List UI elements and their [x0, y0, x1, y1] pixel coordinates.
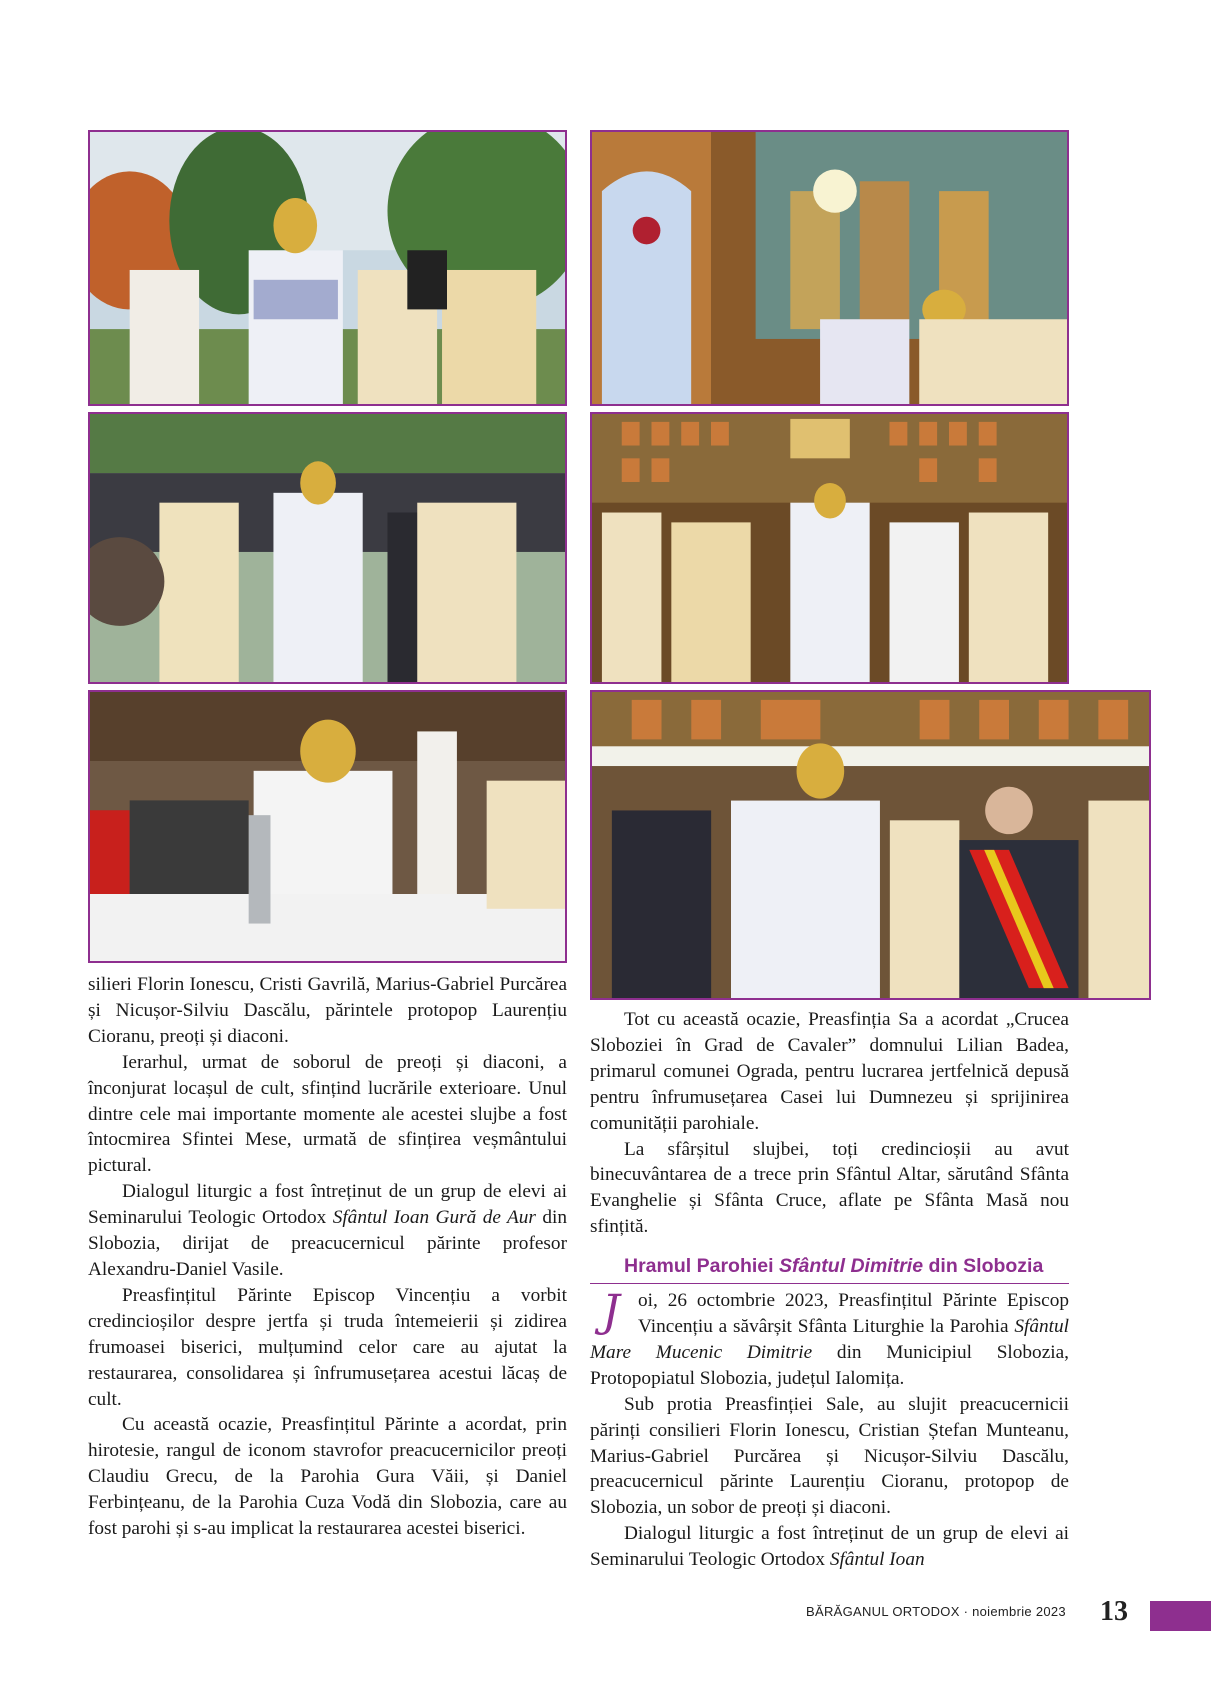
page-tab-marker [1150, 1601, 1211, 1631]
photo-outdoor-procession [88, 130, 567, 406]
paragraph: Dialogul liturgic a fost întreținut de un grup de elevi ai Seminarului Teologic Ortodox Sfântul Ioan [590, 1523, 1069, 1571]
paragraph: La sfârșitul slujbei, toți credincioșii au avut binecuvântarea de a trece prin Sfântul Altar, sărutând Sfânta Evanghelie și Sfânta Cruce, aflate pe Sfânta Masă nou sfințită. [590, 1138, 1069, 1238]
magazine-footer: BĂRĂGANUL ORTODOX · noiembrie 2023 [806, 1604, 1066, 1619]
paragraph: Sub protia Preasfinției Sale, au slujit preacucernicii părinți consilieri Florin Ionescu, Cristian Ștefan Munteanu, Marius-Gabriel Purcărea și Nicușor-Silviu Dascălu, preacucernicul părinte Laurențiu Cioranu, protopop de Slobozia, un sobor de preoți și diaconi. [590, 1393, 1069, 1519]
paragraph: Tot cu această ocazie, Preasfinția Sa a acordat „Crucea Sloboziei în Grad de Cavaler” domnului Lilian Badea, primarul comunei Ograda, pentru lucrarea jertfelnică depusă pentru înfrumusețarea Casei lui Dumnezeu și sprijinirea comunității parohiale. [590, 1009, 1069, 1134]
photo-church-interior-painting [590, 130, 1069, 406]
dropcap-ornament: J [602, 1286, 620, 1338]
left-column-text [88, 972, 567, 1542]
paragraph: Cu această ocazie, Preasfințitul Părinte a acordat, prin hirotesie, rangul de iconom stavrofor preacucernicilor preoți Claudiu Grecu, de la Parohia Gura Văii, și Daniel Ferbințeanu, de la Parohia Cuza Vodă din Slobozia, care au fost parohi și s-au implicat la restaurarea acestei biserici. [88, 1414, 567, 1540]
paragraph: Ierarhul, urmat de soborul de preoți și diaconi, a înconjurat locașul de cult, sfințind lucrările exterioare. Unul dintre cele mai importante momente ale acestei slujbe a fost întocmirea Sfintei Mese, urmată de sfințirea veșmântului pictural. [88, 1051, 567, 1177]
photo-altar-table [88, 690, 567, 963]
photo-mayor-award [590, 690, 1151, 1000]
photo-crowd-outdoor [88, 412, 567, 684]
right-column-text [590, 1007, 1069, 1573]
photo-iconostasis-clergy [590, 412, 1069, 684]
paragraph: Dialogul liturgic a fost întreținut de un grup de elevi ai Seminarului Teologic Ortodox Sfântul Ioan Gură de Aur din Slobozia, dirijat de preacucernicul părinte profesor Alexandru-Daniel Vasile. [88, 1181, 568, 1280]
page-number: 13 [1100, 1596, 1128, 1627]
section-heading: Hramul Parohiei Sfântul Dimitrie din Slobozia [590, 1250, 1069, 1284]
paragraph: Joi, 26 octombrie 2023, Preasfințitul Părinte Episcop Vincențiu a săvârșit Sfânta Liturghie la Parohia Sfântul Mare Mucenic Dimitrie din Municipiul Slobozia, Protopopiatul Slobozia, județul Ialomița. [590, 1286, 1069, 1389]
paragraph: Preasfințitul Părinte Episcop Vincențiu a vorbit credincioșilor despre jertfa și truda întemeierii și zidirea frumoasei biserici, mulțumind celor care au ajutat la restaurarea, consolidarea și înfrumusețarea acestui lăcaș de cult. [88, 1284, 567, 1410]
paragraph: silieri Florin Ionescu, Cristi Gavrilă, Marius-Gabriel Purcărea și Nicușor-Silviu Dascălu, părintele protopop Laurențiu Cioranu, preoți și diaconi. [88, 974, 567, 1047]
